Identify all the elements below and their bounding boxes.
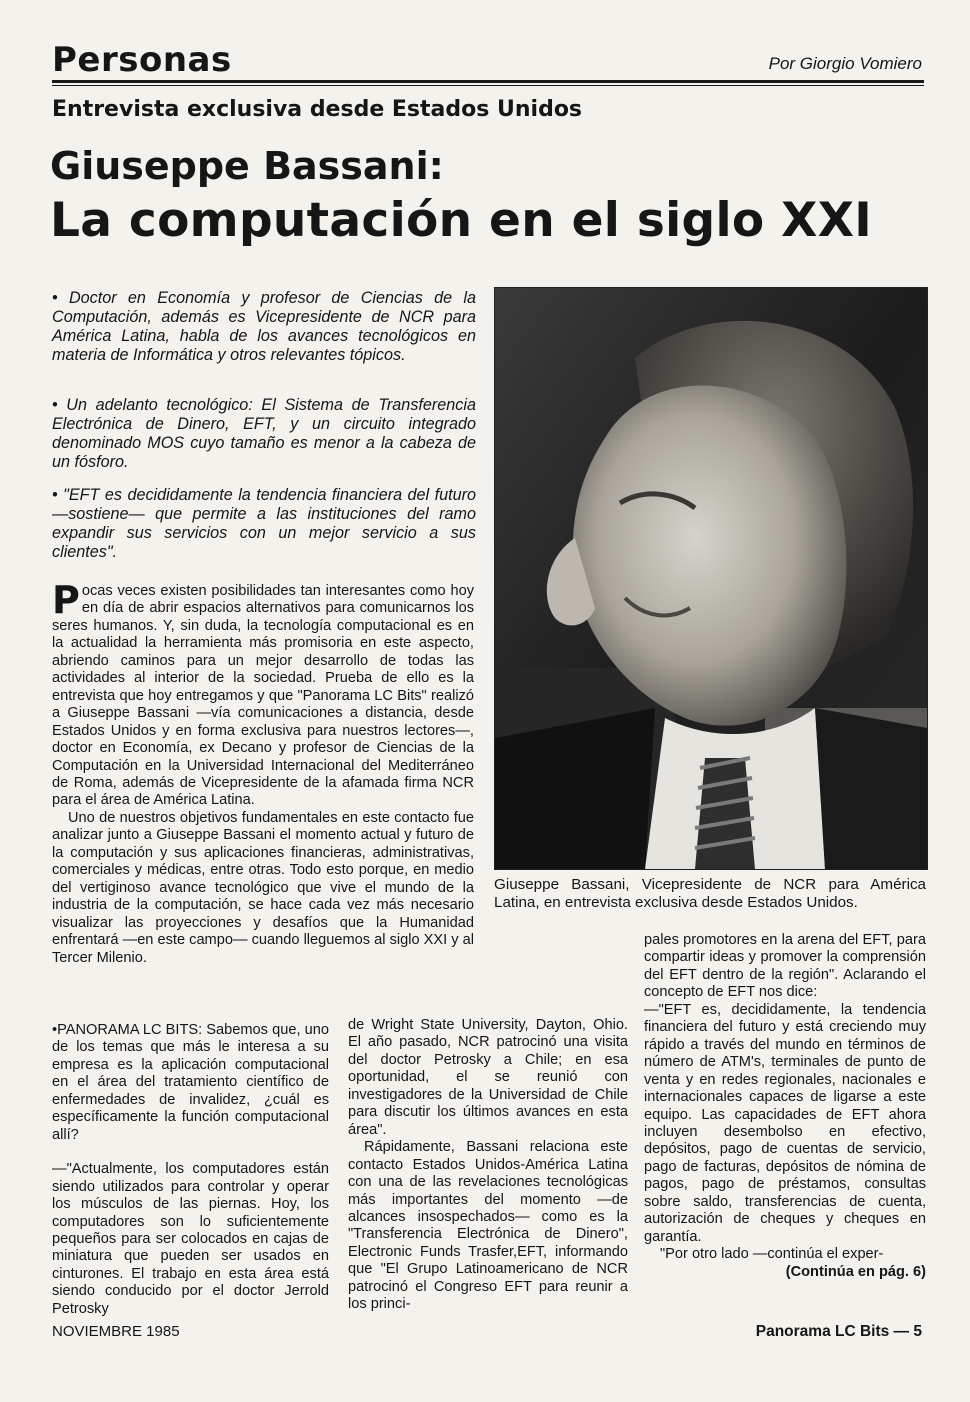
footer-page-number: Panorama LC Bits — 5 <box>755 1323 922 1340</box>
interviewee-name: Giuseppe Bassani: <box>50 144 444 188</box>
portrait-photo <box>494 287 928 870</box>
summary-bullet-1: • Doctor en Economía y profesor de Ciencias de la Computación, además es Vicepresidente de NCR para América Latina, habla de los avances tecnológicos en materia de Informática y otros relevantes tópicos. <box>52 289 476 364</box>
summary-bullet-3: • "EFT es decididamente la tendencia financiera del futuro —sostiene— que permite a las instituciones del ramo expandir sus servicios con un mejor servicio a sus clientes". <box>52 486 476 561</box>
intro-paragraph-2: Uno de nuestros objetivos fundamentales en este contacto fue analizar junto a Giuseppe Bassani el momento actual y futuro de la computación y sus aplicaciones financieras, administrativas, comerciales y médicas, entre otras. Todo esto porque, en medio del vertiginoso avance tecnológico que vive el mundo de la industria de la computación, se hace cada vez más necesario visualizar las proyecciones y desafíos que la Humanidad enfrentará —en este campo— cuando lleguemos al siglo XXI y al Tercer Milenio. <box>52 809 474 966</box>
intro-paragraph-1 <box>52 578 474 810</box>
column-3-paragraph-2: —"EFT es, decididamente, la tendencia financiera del futuro y está creciendo muy rápido a través del mundo en términos de número de ATM's, terminales de punto de venta y en redes regionales, nacionales e internacionales capaces de ligarse a este equipo. Las capacidades de EFT ahora incluyen desembolso en efectivo, depósitos, pago de cuentas de servicio, pago de facturas, depósitos de nómina de pagos, pago de préstamos, consultas sobre saldo, transferencias de cuenta, autorización de cheques y cheques en garantía. <box>644 1001 926 1245</box>
header-rule-top <box>52 80 924 83</box>
drop-cap: P <box>52 578 80 622</box>
byline: Por Giorgio Vomiero <box>768 54 922 73</box>
column-3-paragraph-3: "Por otro lado —continúa el exper- <box>660 1246 884 1263</box>
column-2-paragraph-2: Rápidamente, Bassani relaciona este contacto Estados Unidos-América Latina con una de las revelaciones tecnológicas más importantes del momento —de alcances insospechados— como es la "Transferencia Electrónica de Dinero", Electronic Funds Trasfer,EFT, informando que "El Grupo Latinoamericano de NCR patrocinó el Congreso EFT para reunir a los princi- <box>348 1139 628 1313</box>
intro-paragraph-1-text: ocas veces existen posibilidades tan interesantes como hoy en día de abrir espacios alternativos para comunicarnos los seres humanos. Y, sin duda, la tecnología computacional es en la actualidad la herramienta más promisoria en este aspecto, abriendo caminos para un mejor desarrollo de todas las actividades al interior de la sociedad. Prueba de ello es la entrevista que hoy entregamos y que "Panorama LC Bits" realizó a Giuseppe Bassani —vía comunicaciones a distancia, desde Estados Unidos y en forma exclusiva para nuestros lectores—, doctor en Economía, ex Decano y profesor de Ciencias de la Computación en la Universidad Internacional del Mediterráneo de Roma, además de Vicepresidente de la afamada firma NCR para el área de América Latina. <box>52 583 474 809</box>
column-1-answer: —"Actualmente, los computadores están siendo utilizados para controlar y operar los músculos de las piernas. Hoy, los computadores son lo suficientemente pequeños para ser colocados en cajas de miniatura que pueden ser usados en cinturones. El trabajo en esta área está siendo conducido por el doctor Jerrold Petrosky <box>52 1161 329 1317</box>
section-title: Personas <box>52 40 232 80</box>
column-2-paragraph-1: de Wright State University, Dayton, Ohio. El año pasado, NCR patrocinó una visita del doctor Petrosky a Chile; en esa oportunidad, el se reunió con investigadores de la Universidad de Chile para discutir los últimos avances en esta área". <box>348 1017 628 1138</box>
article-kicker: Entrevista exclusiva desde Estados Unidos <box>52 97 583 122</box>
column-3 <box>644 932 926 1281</box>
photo-caption: Giuseppe Bassani, Vicepresidente de NCR para América Latina, en entrevista exclusiva desde Estados Unidos. <box>494 876 926 911</box>
article-headline: La computación en el siglo XXI <box>50 193 873 248</box>
column-2 <box>348 1017 628 1314</box>
header-rule-bottom <box>52 85 924 86</box>
column-1-question: •PANORAMA LC BITS: Sabemos que, uno de los temas que más le interesa a su empresa es la aplicación computacional en el área del tratamiento científico de enfermedades de invalidez, ¿cuál es específicamente la función computacional allí? <box>52 1022 329 1143</box>
summary-bullet-2: • Un adelanto tecnológico: El Sistema de Transferencia Electrónica de Dinero, EFT, y un circuito integrado denominado MOS cuyo tamaño es menor a la cabeza de un fósforo. <box>52 396 476 471</box>
article-intro <box>52 578 474 967</box>
column-3-paragraph-1: pales promotores en la arena del EFT, para compartir ideas y promover la comprensión del EFT dentro de la región". Aclarando el concepto de EFT nos dice: <box>644 932 926 1001</box>
portrait-illustration <box>495 288 927 869</box>
footer-date: NOVIEMBRE 1985 <box>52 1323 180 1340</box>
column-1 <box>52 1022 329 1318</box>
continued-on-link: (Continúa en pág. 6) <box>785 1263 926 1280</box>
